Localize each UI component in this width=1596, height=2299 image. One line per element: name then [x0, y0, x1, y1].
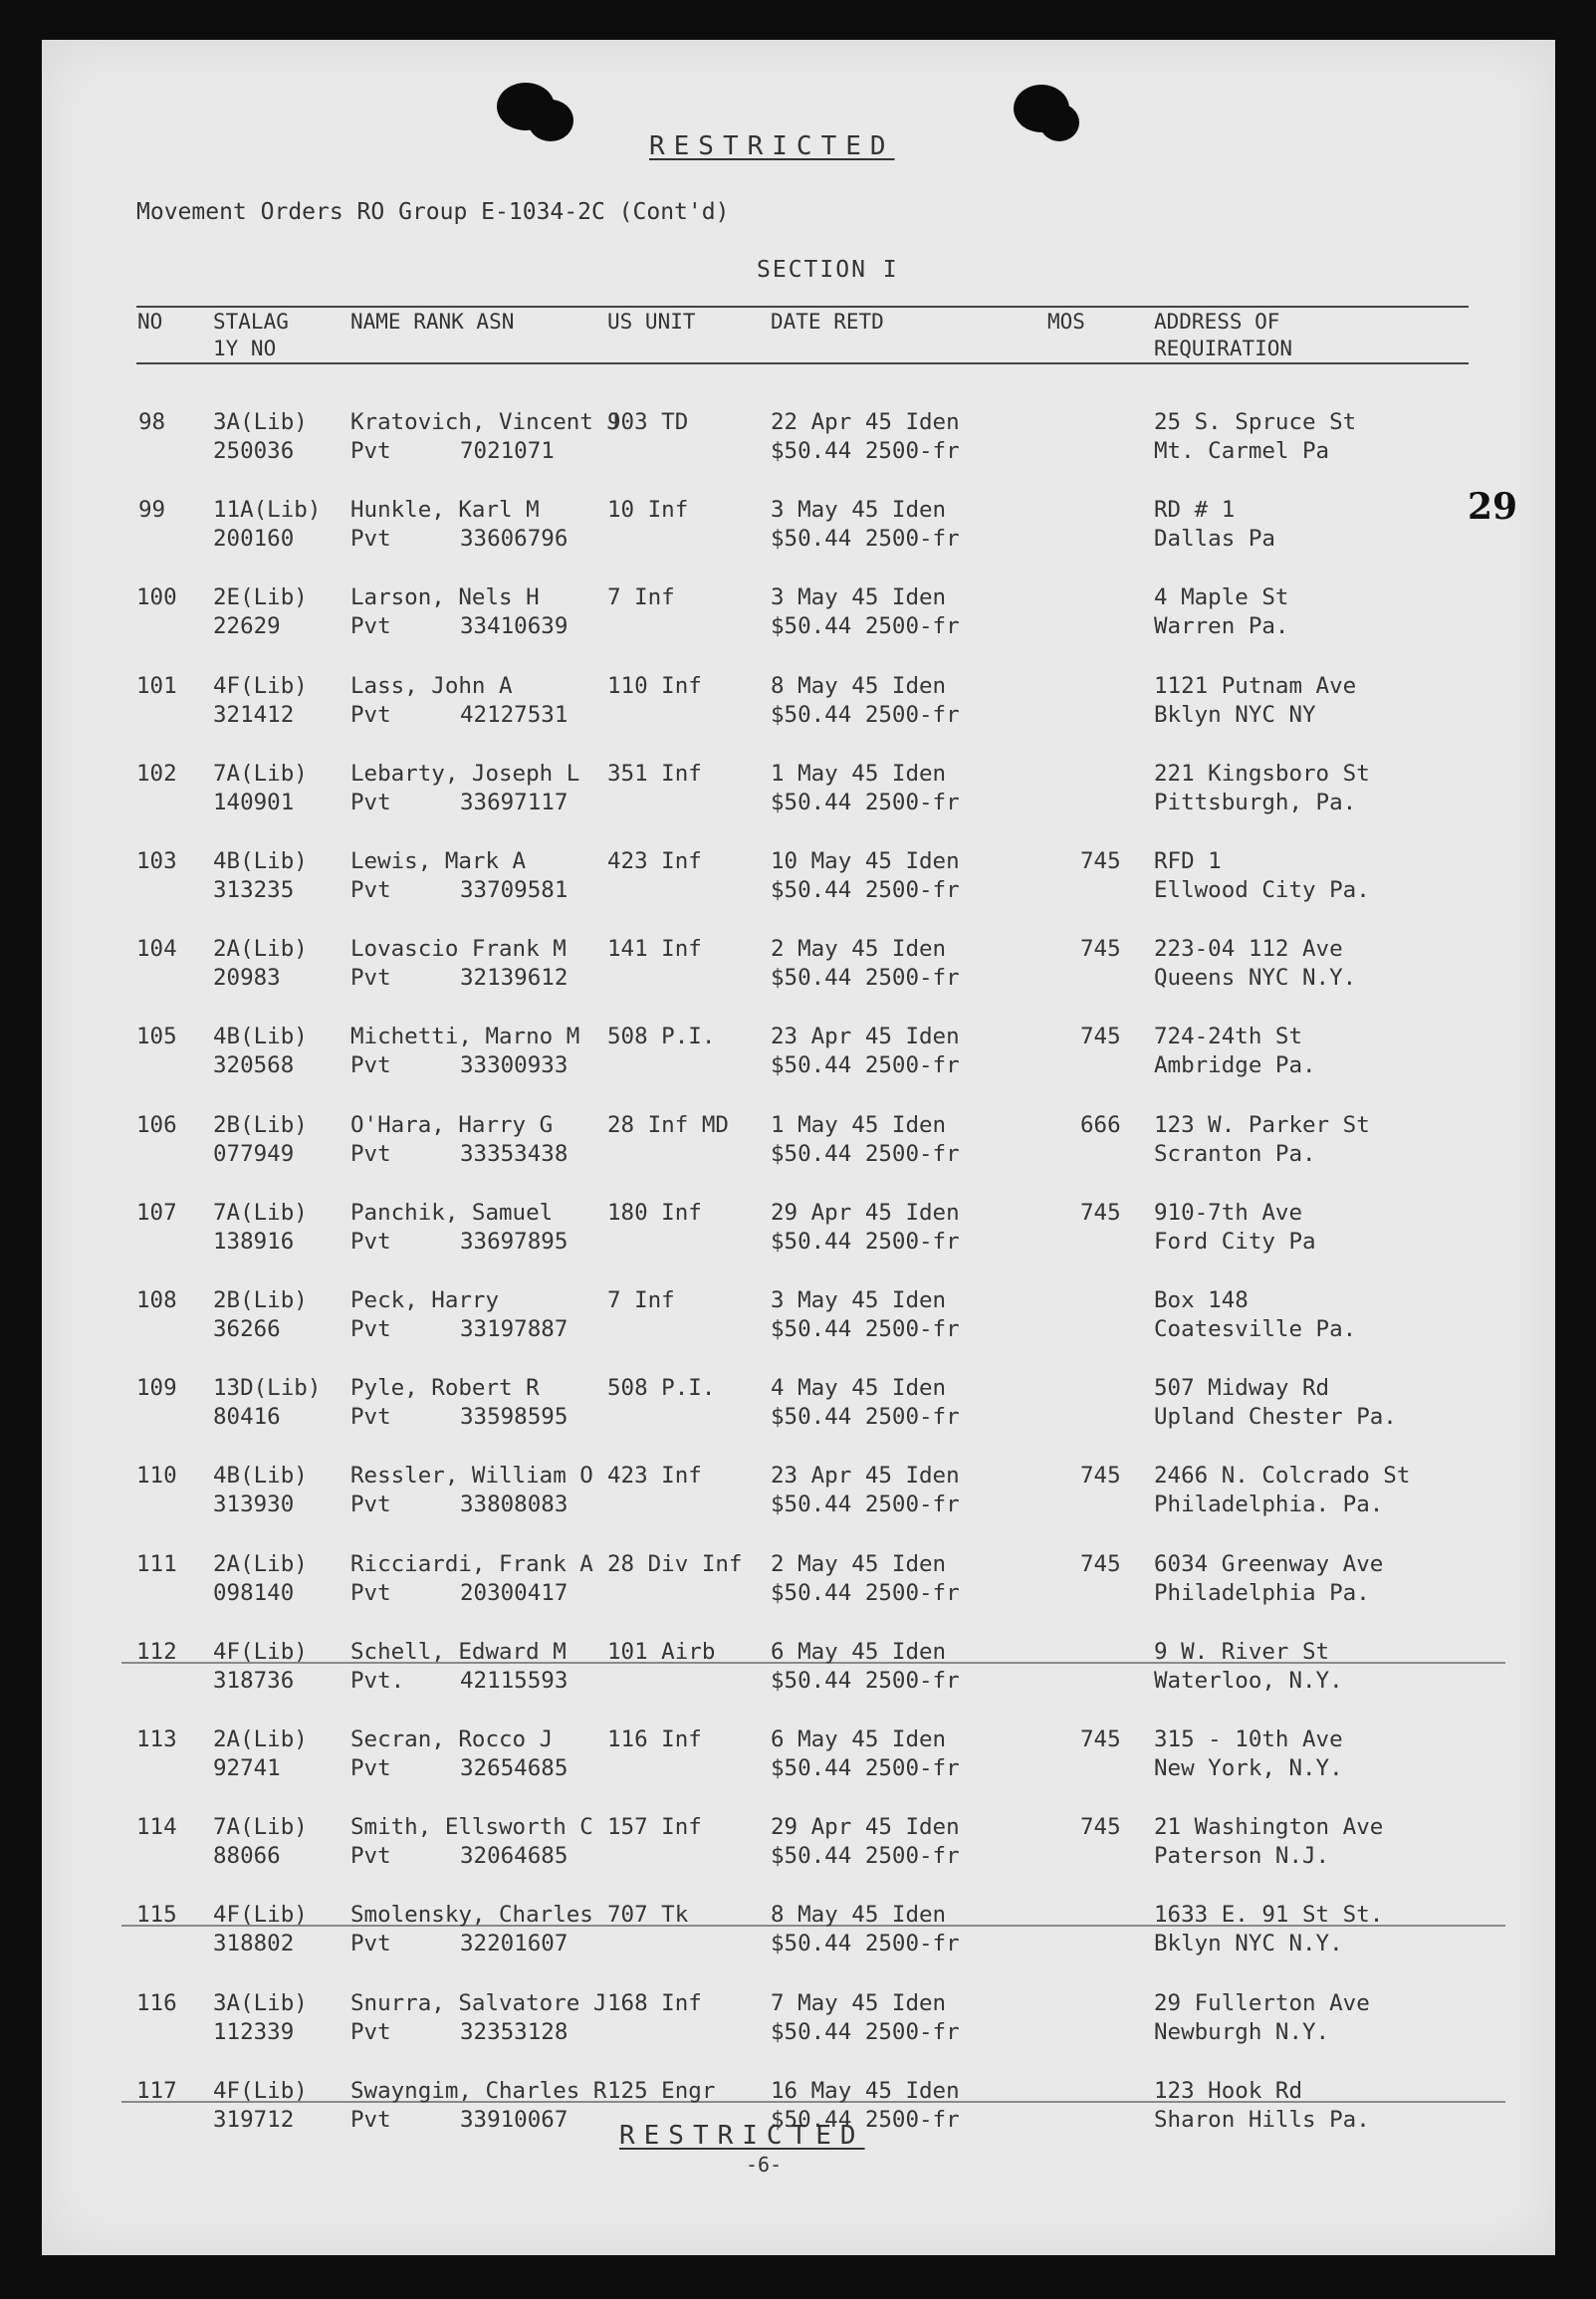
col-header-stalag — [213, 309, 289, 362]
row-number: 113 — [136, 1726, 177, 1752]
pay-amount: $50.44 2500-fr — [771, 2018, 960, 2045]
row-number: 99 — [138, 497, 166, 524]
address-line-1: 910-7th Ave — [1154, 1199, 1303, 1226]
soldier-name: Lovascio Frank M — [350, 936, 567, 963]
col-header-unit: US UNIT — [607, 310, 696, 334]
pow-number: 318802 — [213, 1931, 295, 1957]
soldier-name: Secran, Rocco J — [350, 1726, 554, 1752]
address-line-2: Ford City Pa — [1154, 1228, 1316, 1255]
row-number: 105 — [136, 1024, 177, 1050]
soldier-asn: 20300417 — [460, 1579, 569, 1606]
soldier-asn: 42127531 — [460, 701, 569, 728]
soldier-asn: 33197887 — [460, 1316, 569, 1342]
us-unit: 508 P.I. — [607, 1024, 716, 1050]
pow-number: 321412 — [213, 701, 295, 728]
soldier-name: Larson, Nels H — [350, 584, 540, 611]
pow-number: 88066 — [213, 1843, 281, 1870]
soldier-rank: Pvt — [350, 1052, 391, 1079]
pow-number: 22629 — [213, 613, 281, 640]
us-unit: 168 Inf — [607, 1989, 702, 2016]
soldier-name: Lebarty, Joseph L — [350, 760, 580, 787]
address-line-1: 724-24th St — [1154, 1024, 1303, 1050]
soldier-rank: Pvt — [350, 1843, 391, 1870]
soldier-rank: Pvt — [350, 1931, 391, 1957]
date-returned: 3 May 45 Iden — [771, 1287, 947, 1313]
address-line-1: 123 W. Parker St — [1154, 1111, 1370, 1138]
pay-amount: $50.44 2500-fr — [771, 1579, 960, 1606]
pow-number: 320568 — [213, 1052, 295, 1079]
row-number: 100 — [136, 584, 177, 611]
address-line-2: Philadelphia. Pa. — [1154, 1492, 1384, 1518]
soldier-rank: Pvt — [350, 2018, 391, 2045]
stalag-code: 4F(Lib) — [213, 672, 308, 699]
address-line-2: Dallas Pa — [1154, 526, 1275, 553]
pay-amount: $50.44 2500-fr — [771, 1492, 960, 1518]
stalag-code: 7A(Lib) — [213, 1199, 308, 1226]
row-number: 107 — [136, 1199, 177, 1226]
address-line-2: Philadelphia Pa. — [1154, 1579, 1370, 1606]
address-line-1: 21 Washington Ave — [1154, 1814, 1384, 1841]
stalag-code: 4B(Lib) — [213, 848, 308, 874]
soldier-rank: Pvt — [350, 1140, 391, 1167]
address-line-2: Pittsburgh, Pa. — [1154, 789, 1357, 815]
pow-number: 36266 — [213, 1316, 281, 1342]
soldier-asn: 33697117 — [460, 789, 569, 815]
restricted-heading: RESTRICTED — [649, 131, 895, 161]
page-stamp: 29 — [1468, 486, 1518, 528]
row-number: 98 — [138, 409, 166, 435]
table-row — [42, 1199, 1555, 1257]
address-line-2: Coatesville Pa. — [1154, 1316, 1357, 1342]
orders-line: Movement Orders RO Group E-1034-2C (Cont'd) — [136, 199, 730, 225]
table-row — [42, 1023, 1555, 1080]
row-number: 110 — [136, 1463, 177, 1490]
address-line-1: 4 Maple St — [1154, 584, 1289, 611]
pow-number: 138916 — [213, 1228, 295, 1255]
soldier-name: Snurra, Salvatore J — [350, 1989, 607, 2016]
address-line-1: 315 - 10th Ave — [1154, 1726, 1343, 1752]
date-returned: 16 May 45 Iden — [771, 2077, 960, 2104]
table-row — [42, 847, 1555, 905]
soldier-name: Smith, Ellsworth C — [350, 1814, 593, 1841]
address-line-2: Warren Pa. — [1154, 613, 1289, 640]
pow-number: 112339 — [213, 2018, 295, 2045]
stalag-code: 3A(Lib) — [213, 409, 308, 435]
date-returned: 1 May 45 Iden — [771, 1111, 947, 1138]
pay-amount: $50.44 2500-fr — [771, 438, 960, 464]
row-number: 104 — [136, 936, 177, 963]
address-line-2: Queens NYC N.Y. — [1154, 965, 1357, 992]
row-number: 106 — [136, 1111, 177, 1138]
stalag-code: 13D(Lib) — [213, 1375, 322, 1402]
soldier-rank: Pvt — [350, 701, 391, 728]
stalag-code: 4F(Lib) — [213, 1902, 308, 1929]
row-number: 115 — [136, 1902, 177, 1929]
strike-through-line — [121, 1925, 1505, 1927]
address-line-2: Sharon Hills Pa. — [1154, 2106, 1370, 2133]
table-row — [42, 1813, 1555, 1871]
table-row — [42, 1286, 1555, 1344]
table-row — [42, 672, 1555, 730]
stalag-code: 3A(Lib) — [213, 1989, 308, 2016]
row-number: 101 — [136, 672, 177, 699]
mos-code: 666 — [1080, 1111, 1121, 1138]
address-line-2: Ellwood City Pa. — [1154, 877, 1370, 903]
soldier-name: Michetti, Marno M — [350, 1024, 580, 1050]
table-row — [42, 1901, 1555, 1958]
address-line-1: 1633 E. 91 St St. — [1154, 1902, 1384, 1929]
soldier-rank: Pvt — [350, 965, 391, 992]
soldier-name: Swayngim, Charles R — [350, 2077, 607, 2104]
mos-code: 745 — [1080, 1550, 1121, 1577]
address-line-1: RD # 1 — [1154, 497, 1236, 524]
address-line-1: 223-04 112 Ave — [1154, 936, 1343, 963]
us-unit: 10 Inf — [607, 497, 689, 524]
soldier-asn: 32353128 — [460, 2018, 569, 2045]
pay-amount: $50.44 2500-fr — [771, 1052, 960, 1079]
pow-number: 250036 — [213, 438, 295, 464]
soldier-rank: Pvt — [350, 877, 391, 903]
soldier-asn: 7021071 — [460, 438, 555, 464]
col-header-date: DATE RETD — [771, 310, 884, 334]
address-line-2: Waterloo, N.Y. — [1154, 1667, 1343, 1694]
col-header-stalag-2: 1Y NO — [213, 337, 277, 360]
table-row — [42, 1550, 1555, 1608]
pow-number: 140901 — [213, 789, 295, 815]
address-line-1: RFD 1 — [1154, 848, 1222, 874]
address-line-1: 2466 N. Colcrado St — [1154, 1463, 1411, 1490]
mos-code: 745 — [1080, 1814, 1121, 1841]
table-row — [42, 1111, 1555, 1169]
soldier-asn: 33410639 — [460, 613, 569, 640]
row-number: 108 — [136, 1287, 177, 1313]
address-line-2: New York, N.Y. — [1154, 1755, 1343, 1781]
col-header-address — [1154, 309, 1292, 362]
address-line-2: Paterson N.J. — [1154, 1843, 1330, 1870]
soldier-rank: Pvt — [350, 789, 391, 815]
us-unit: 180 Inf — [607, 1199, 702, 1226]
pay-amount: $50.44 2500-fr — [771, 1755, 960, 1781]
col-header-mos: MOS — [1047, 310, 1085, 334]
row-number: 114 — [136, 1814, 177, 1841]
address-line-1: 25 S. Spruce St — [1154, 409, 1357, 435]
restricted-footer: RESTRICTED — [619, 2121, 865, 2151]
us-unit: 101 Airb — [607, 1638, 716, 1665]
stalag-code: 2B(Lib) — [213, 1287, 308, 1313]
col-header-address-1: ADDRESS OF — [1154, 310, 1280, 334]
soldier-rank: Pvt — [350, 2106, 391, 2133]
pay-amount: $50.44 2500-fr — [771, 701, 960, 728]
row-number: 116 — [136, 1989, 177, 2016]
address-line-1: Box 148 — [1154, 1287, 1249, 1313]
soldier-asn: 32201607 — [460, 1931, 569, 1957]
us-unit: 28 Inf MD — [607, 1111, 729, 1138]
header-rule-bottom — [136, 362, 1469, 364]
col-header-stalag-1: STALAG — [213, 310, 289, 334]
soldier-asn: 33709581 — [460, 877, 569, 903]
table-row — [42, 583, 1555, 641]
date-returned: 23 Apr 45 Iden — [771, 1024, 960, 1050]
us-unit: 707 Tk — [607, 1902, 689, 1929]
row-number: 112 — [136, 1638, 177, 1665]
pay-amount: $50.44 2500-fr — [771, 1228, 960, 1255]
header-rule-top — [136, 306, 1469, 308]
pay-amount: $50.44 2500-fr — [771, 1404, 960, 1431]
soldier-name: Lass, John A — [350, 672, 513, 699]
document-page — [42, 40, 1555, 2255]
pow-number: 077949 — [213, 1140, 295, 1167]
stalag-code: 4F(Lib) — [213, 1638, 308, 1665]
soldier-asn: 32064685 — [460, 1843, 569, 1870]
soldier-rank: Pvt. — [350, 1667, 405, 1694]
stalag-code: 2B(Lib) — [213, 1111, 308, 1138]
soldier-name: Lewis, Mark A — [350, 848, 527, 874]
us-unit: 157 Inf — [607, 1814, 702, 1841]
soldier-name: Peck, Harry — [350, 1287, 500, 1313]
page-number: -6- — [746, 2153, 783, 2177]
strike-through-line — [121, 2101, 1505, 2103]
col-header-no: NO — [137, 310, 163, 334]
us-unit: 28 Div Inf — [607, 1550, 743, 1577]
stalag-code: 2E(Lib) — [213, 584, 308, 611]
soldier-asn: 33300933 — [460, 1052, 569, 1079]
date-returned: 6 May 45 Iden — [771, 1638, 947, 1665]
soldier-asn: 33606796 — [460, 526, 569, 553]
soldier-name: Smolensky, Charles — [350, 1902, 593, 1929]
table-row — [42, 408, 1555, 466]
date-returned: 3 May 45 Iden — [771, 497, 947, 524]
us-unit: 7 Inf — [607, 1287, 675, 1313]
us-unit: 423 Inf — [607, 848, 702, 874]
stalag-code: 7A(Lib) — [213, 1814, 308, 1841]
soldier-rank: Pvt — [350, 1228, 391, 1255]
soldier-asn: 32139612 — [460, 965, 569, 992]
pow-number: 319712 — [213, 2106, 295, 2133]
us-unit: 423 Inf — [607, 1463, 702, 1490]
address-line-2: Ambridge Pa. — [1154, 1052, 1316, 1079]
pay-amount: $50.44 2500-fr — [771, 613, 960, 640]
address-line-1: 123 Hook Rd — [1154, 2077, 1303, 2104]
address-line-2: Upland Chester Pa. — [1154, 1404, 1397, 1431]
pay-amount: $50.44 2500-fr — [771, 1316, 960, 1342]
date-returned: 8 May 45 Iden — [771, 672, 947, 699]
date-returned: 23 Apr 45 Iden — [771, 1463, 960, 1490]
pay-amount: $50.44 2500-fr — [771, 1140, 960, 1167]
us-unit: 141 Inf — [607, 936, 702, 963]
soldier-asn: 32654685 — [460, 1755, 569, 1781]
soldier-asn: 33808083 — [460, 1492, 569, 1518]
date-returned: 6 May 45 Iden — [771, 1726, 947, 1752]
soldier-name: Panchik, Samuel — [350, 1199, 554, 1226]
date-returned: 29 Apr 45 Iden — [771, 1199, 960, 1226]
pow-number: 098140 — [213, 1579, 295, 1606]
strike-through-line — [121, 1662, 1505, 1664]
table-row — [42, 1725, 1555, 1783]
date-returned: 4 May 45 Iden — [771, 1375, 947, 1402]
pay-amount: $50.44 2500-fr — [771, 2106, 960, 2133]
soldier-name: Pyle, Robert R — [350, 1375, 540, 1402]
pow-number: 318736 — [213, 1667, 295, 1694]
soldier-rank: Pvt — [350, 1755, 391, 1781]
address-line-2: Newburgh N.Y. — [1154, 2018, 1330, 2045]
row-number: 111 — [136, 1550, 177, 1577]
soldier-name: Schell, Edward M — [350, 1638, 567, 1665]
table-row — [42, 1989, 1555, 2047]
mos-code: 745 — [1080, 1199, 1121, 1226]
address-line-1: 1121 Putnam Ave — [1154, 672, 1357, 699]
col-header-name: NAME RANK ASN — [350, 310, 515, 334]
us-unit: 116 Inf — [607, 1726, 702, 1752]
address-line-1: 6034 Greenway Ave — [1154, 1550, 1384, 1577]
table-row — [42, 760, 1555, 817]
table-row — [42, 496, 1555, 554]
soldier-name: Hunkle, Karl M — [350, 497, 540, 524]
mos-code: 745 — [1080, 1463, 1121, 1490]
address-line-1: 507 Midway Rd — [1154, 1375, 1330, 1402]
date-returned: 8 May 45 Iden — [771, 1902, 947, 1929]
soldier-asn: 42115593 — [460, 1667, 569, 1694]
us-unit: 903 TD — [607, 409, 689, 435]
punch-hole — [528, 100, 573, 141]
us-unit: 351 Inf — [607, 760, 702, 787]
address-line-1: 221 Kingsboro St — [1154, 760, 1370, 787]
address-line-1: 29 Fullerton Ave — [1154, 1989, 1370, 2016]
us-unit: 7 Inf — [607, 584, 675, 611]
table-row — [42, 1638, 1555, 1696]
row-number: 103 — [136, 848, 177, 874]
soldier-asn: 33353438 — [460, 1140, 569, 1167]
pay-amount: $50.44 2500-fr — [771, 965, 960, 992]
date-returned: 2 May 45 Iden — [771, 1550, 947, 1577]
soldier-name: Ricciardi, Frank A — [350, 1550, 593, 1577]
soldier-rank: Pvt — [350, 438, 391, 464]
soldier-name: Kratovich, Vincent J — [350, 409, 620, 435]
row-number: 102 — [136, 760, 177, 787]
date-returned: 1 May 45 Iden — [771, 760, 947, 787]
date-returned: 22 Apr 45 Iden — [771, 409, 960, 435]
mos-code: 745 — [1080, 848, 1121, 874]
date-returned: 10 May 45 Iden — [771, 848, 960, 874]
address-line-2: Bklyn NYC NY — [1154, 701, 1316, 728]
row-number: 109 — [136, 1375, 177, 1402]
stalag-code: 4B(Lib) — [213, 1024, 308, 1050]
soldier-rank: Pvt — [350, 1316, 391, 1342]
soldier-asn: 33598595 — [460, 1404, 569, 1431]
address-line-2: Scranton Pa. — [1154, 1140, 1316, 1167]
soldier-rank: Pvt — [350, 613, 391, 640]
col-header-address-2: REQUIRATION — [1154, 337, 1293, 360]
soldier-name: O'Hara, Harry G — [350, 1111, 554, 1138]
date-returned: 3 May 45 Iden — [771, 584, 947, 611]
stalag-code: 7A(Lib) — [213, 760, 308, 787]
soldier-rank: Pvt — [350, 1404, 391, 1431]
address-line-2: Mt. Carmel Pa — [1154, 438, 1330, 464]
stalag-code: 4B(Lib) — [213, 1463, 308, 1490]
address-line-2: Bklyn NYC N.Y. — [1154, 1931, 1343, 1957]
stalag-code: 4F(Lib) — [213, 2077, 308, 2104]
table-row — [42, 1462, 1555, 1519]
us-unit: 110 Inf — [607, 672, 702, 699]
mos-code: 745 — [1080, 1726, 1121, 1752]
pow-number: 313930 — [213, 1492, 295, 1518]
date-returned: 29 Apr 45 Iden — [771, 1814, 960, 1841]
row-number: 117 — [136, 2077, 177, 2104]
pow-number: 80416 — [213, 1404, 281, 1431]
soldier-rank: Pvt — [350, 1492, 391, 1518]
pay-amount: $50.44 2500-fr — [771, 877, 960, 903]
address-line-1: 9 W. River St — [1154, 1638, 1330, 1665]
table-row — [42, 935, 1555, 993]
stalag-code: 2A(Lib) — [213, 1550, 308, 1577]
pay-amount: $50.44 2500-fr — [771, 789, 960, 815]
soldier-rank: Pvt — [350, 526, 391, 553]
pow-number: 20983 — [213, 965, 281, 992]
pow-number: 92741 — [213, 1755, 281, 1781]
table-row — [42, 1374, 1555, 1432]
mos-code: 745 — [1080, 1024, 1121, 1050]
pay-amount: $50.44 2500-fr — [771, 526, 960, 553]
date-returned: 2 May 45 Iden — [771, 936, 947, 963]
pay-amount: $50.44 2500-fr — [771, 1843, 960, 1870]
date-returned: 7 May 45 Iden — [771, 1989, 947, 2016]
us-unit: 508 P.I. — [607, 1375, 716, 1402]
pay-amount: $50.44 2500-fr — [771, 1931, 960, 1957]
stalag-code: 11A(Lib) — [213, 497, 322, 524]
stalag-code: 2A(Lib) — [213, 1726, 308, 1752]
soldier-asn: 33697895 — [460, 1228, 569, 1255]
stalag-code: 2A(Lib) — [213, 936, 308, 963]
us-unit: 125 Engr — [607, 2077, 716, 2104]
punch-hole — [1039, 104, 1079, 141]
pow-number: 200160 — [213, 526, 295, 553]
pow-number: 313235 — [213, 877, 295, 903]
mos-code: 745 — [1080, 936, 1121, 963]
pay-amount: $50.44 2500-fr — [771, 1667, 960, 1694]
soldier-rank: Pvt — [350, 1579, 391, 1606]
soldier-asn: 33910067 — [460, 2106, 569, 2133]
soldier-name: Ressler, William O — [350, 1463, 593, 1490]
section-title: SECTION I — [757, 257, 899, 283]
